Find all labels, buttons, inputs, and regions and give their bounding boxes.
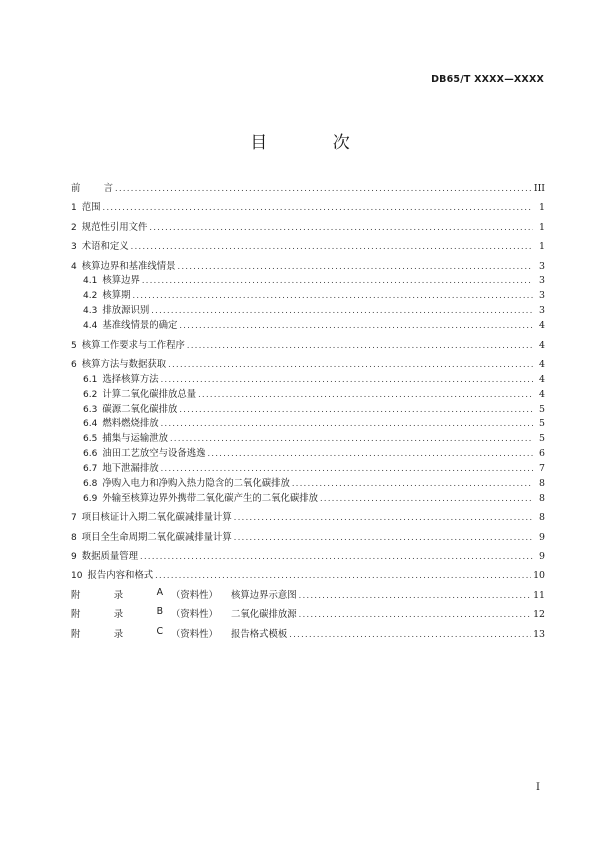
- dot-leader: [155, 571, 531, 580]
- page-number: I: [536, 782, 540, 793]
- section-number: 2: [71, 222, 77, 233]
- dot-leader: [149, 223, 533, 232]
- toc-entry-appendix[interactable]: [71, 606, 545, 621]
- appendix-kind: （资料性）: [171, 628, 218, 640]
- subsection-number: 4.4: [83, 321, 98, 332]
- appendix-kind: （资料性）: [171, 589, 218, 601]
- subsection-title: 基准线情景的确定: [102, 320, 178, 332]
- foreword-label: [71, 180, 113, 194]
- subsection-title: 油田工艺放空与设备逃逸: [102, 448, 206, 460]
- section-number: 7: [71, 513, 77, 524]
- subsection-number: 6.8: [83, 479, 98, 490]
- toc-page-number: 8: [539, 512, 545, 524]
- dot-leader: [103, 203, 534, 212]
- toc-page-number: 3: [539, 260, 545, 272]
- dot-leader: [198, 390, 533, 399]
- toc-entry-section[interactable]: [71, 567, 545, 582]
- section-title: 范围: [81, 202, 101, 214]
- toc-entry-section[interactable]: [71, 199, 545, 214]
- dot-leader: [187, 341, 533, 350]
- toc-page-number: 8: [539, 478, 545, 490]
- toc-entry-appendix[interactable]: [71, 626, 545, 641]
- appendix-word: 附: [71, 609, 81, 621]
- toc-entry-section[interactable]: [71, 356, 545, 371]
- subsection-number: 6.3: [83, 404, 98, 415]
- section-title: 规范性引用文件: [81, 221, 148, 233]
- appendix-label: [71, 587, 171, 601]
- foreword-label-char: 言: [103, 183, 113, 194]
- toc-entry-subsection[interactable]: [71, 415, 545, 430]
- page-title: 目 次: [250, 133, 380, 153]
- section-title: 核算方法与数据获取: [81, 358, 167, 370]
- toc-page-number: 3: [539, 290, 545, 302]
- document-code: DB65/T XXXX—XXXX: [431, 74, 544, 85]
- appendix-heading: [71, 587, 297, 601]
- toc-entry-subsection[interactable]: [71, 445, 545, 460]
- section-number: 10: [71, 571, 83, 582]
- toc-entry-subsection[interactable]: [71, 490, 545, 505]
- appendix-label: [71, 606, 171, 620]
- appendix-heading: [71, 606, 297, 620]
- dot-leader: [207, 449, 533, 458]
- appendix-title: 二氧化碳排放源: [231, 609, 297, 621]
- toc-page-number: 1: [539, 221, 545, 233]
- subsection-title: 选择核算方法: [102, 373, 159, 385]
- dot-leader: [140, 552, 533, 561]
- toc-entry-subsection[interactable]: [71, 386, 545, 401]
- toc-entry-section[interactable]: [71, 548, 545, 563]
- toc-page-number: 4: [539, 320, 545, 332]
- toc-page-number: 3: [539, 275, 545, 287]
- section-number: 1: [71, 203, 77, 214]
- toc-page-number: 5: [539, 418, 545, 430]
- toc-page-number: 10: [533, 570, 545, 582]
- subsection-number: 6.5: [83, 434, 98, 445]
- section-number: 9: [71, 552, 77, 563]
- toc-entry-section[interactable]: [71, 258, 545, 273]
- toc-page-number: 1: [539, 202, 545, 214]
- dot-leader: [179, 321, 533, 330]
- appendix-letter: A: [156, 586, 163, 598]
- toc-page-number: 4: [539, 339, 545, 351]
- toc-page-number: 4: [539, 373, 545, 385]
- toc-page-number: 4: [539, 388, 545, 400]
- section-title: 核算边界和基准线情景: [81, 260, 176, 272]
- toc-page-number: 5: [539, 433, 545, 445]
- toc-entry-subsection[interactable]: [71, 430, 545, 445]
- subsection-title: 捕集与运输泄放: [102, 433, 168, 445]
- table-of-contents: [71, 180, 545, 641]
- dot-leader: [234, 513, 533, 522]
- subsection-number: 4.1: [83, 276, 98, 287]
- toc-entry-subsection[interactable]: [71, 371, 545, 386]
- toc-page-number: 9: [539, 551, 545, 563]
- section-title: 核算工作要求与工作程序: [81, 339, 185, 351]
- subsection-number: 6.1: [83, 374, 98, 385]
- subsection-number: 6.6: [83, 449, 98, 460]
- toc-entry-subsection[interactable]: [71, 287, 545, 302]
- toc-entry-subsection[interactable]: [71, 460, 545, 475]
- toc-entry-subsection[interactable]: [71, 401, 545, 416]
- toc-page-number: 11: [533, 589, 545, 601]
- toc-entry-section[interactable]: [71, 509, 545, 524]
- subsection-title: 净购入电力和净购入热力隐含的二氧化碳排放: [102, 478, 290, 490]
- toc-entry-subsection[interactable]: [71, 317, 545, 332]
- appendix-title: 核算边界示意图: [231, 589, 297, 601]
- toc-entry-subsection[interactable]: [71, 475, 545, 490]
- foreword-label-char: 前: [71, 183, 81, 194]
- subsection-title: 核算边界: [102, 275, 140, 287]
- dot-leader: [115, 184, 532, 193]
- section-number: 4: [71, 261, 77, 272]
- subsection-number: 6.7: [83, 464, 98, 475]
- dot-leader: [179, 405, 533, 414]
- toc-entry-subsection[interactable]: [71, 302, 545, 317]
- dot-leader: [299, 591, 531, 600]
- appendix-letter: C: [156, 625, 163, 637]
- toc-page-number: 8: [539, 492, 545, 504]
- dot-leader: [161, 419, 533, 428]
- subsection-title: 碳源二氧化碳排放: [102, 403, 178, 415]
- toc-page-number: III: [533, 183, 545, 194]
- toc-page-number: 1: [539, 241, 545, 253]
- toc-entry-appendix[interactable]: [71, 587, 545, 602]
- appendix-word: 录: [113, 589, 124, 601]
- section-number: 5: [71, 340, 77, 351]
- section-number: 8: [71, 532, 77, 543]
- dot-leader: [161, 464, 533, 473]
- subsection-number: 6.2: [83, 389, 98, 400]
- subsection-title: 地下泄漏排放: [102, 463, 159, 475]
- toc-page-number: 4: [539, 358, 545, 370]
- section-number: 3: [71, 242, 77, 253]
- section-number: 6: [71, 359, 77, 370]
- dot-leader: [234, 533, 533, 542]
- subsection-number: 6.4: [83, 419, 98, 430]
- dot-leader: [131, 242, 533, 251]
- toc-entry-section[interactable]: [71, 529, 545, 544]
- subsection-number: 4.2: [83, 291, 98, 302]
- section-title: 术语和定义: [81, 241, 129, 253]
- subsection-title: 核算期: [102, 290, 131, 302]
- section-title: 项目全生命周期二氧化碳减排量计算: [81, 531, 232, 543]
- dot-leader: [132, 291, 533, 300]
- dot-leader: [292, 479, 533, 488]
- toc-page-number: 13: [533, 628, 545, 640]
- dot-leader: [320, 494, 533, 503]
- subsection-title: 计算二氧化碳排放总量: [102, 388, 197, 400]
- subsection-number: 4.3: [83, 306, 98, 317]
- section-title: 报告内容和格式: [87, 570, 154, 582]
- dot-leader: [168, 360, 533, 369]
- toc-page-number: 7: [539, 463, 545, 475]
- toc-page-number: 6: [539, 448, 545, 460]
- appendix-word: 录: [113, 609, 124, 621]
- toc-page-number: 12: [533, 609, 545, 621]
- toc-entry-foreword[interactable]: [71, 180, 545, 195]
- appendix-heading: [71, 626, 287, 640]
- toc-page-number: 9: [539, 531, 545, 543]
- appendix-label: [71, 626, 171, 640]
- dot-leader: [178, 262, 534, 271]
- dot-leader: [151, 306, 533, 315]
- appendix-letter: B: [156, 606, 163, 618]
- appendix-title: 报告格式模板: [231, 628, 288, 640]
- dot-leader: [170, 434, 533, 443]
- subsection-title: 燃料燃烧排放: [102, 418, 159, 430]
- appendix-word: 附: [71, 628, 81, 640]
- section-title: 数据质量管理: [81, 551, 138, 563]
- dot-leader: [299, 610, 531, 619]
- dot-leader: [289, 630, 531, 639]
- subsection-number: 6.9: [83, 493, 98, 504]
- subsection-title: 外输至核算边界外携带二氧化碳产生的二氧化碳排放: [102, 492, 318, 504]
- appendix-kind: （资料性）: [171, 609, 218, 621]
- toc-entry-subsection[interactable]: [71, 272, 545, 287]
- toc-entry-section[interactable]: [71, 219, 545, 234]
- toc-entry-section[interactable]: [71, 337, 545, 352]
- dot-leader: [142, 276, 533, 285]
- toc-page-number: 3: [539, 305, 545, 317]
- appendix-word: 录: [113, 628, 124, 640]
- section-title: 项目核证计入期二氧化碳减排量计算: [81, 512, 232, 524]
- toc-page-number: 5: [539, 403, 545, 415]
- subsection-title: 排放源识别: [102, 305, 150, 317]
- dot-leader: [161, 375, 533, 384]
- toc-entry-section[interactable]: [71, 238, 545, 253]
- appendix-word: 附: [71, 589, 81, 601]
